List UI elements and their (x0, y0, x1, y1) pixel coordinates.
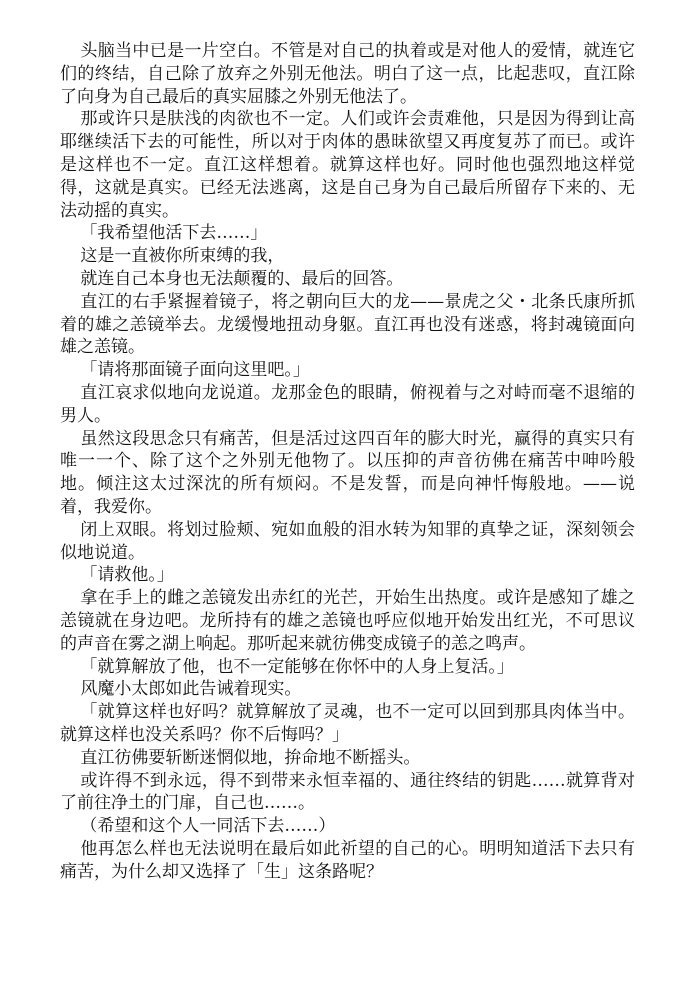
paragraph: 就连自己本身也无法颠覆的、最后的回答。 (80, 268, 404, 289)
paragraph: 直江彷佛要斩断迷惘似地，拚命地不断摇头。 (80, 747, 421, 768)
paragraph: 头脑当中已是一片空白。不管是对自己的执着或是对他人的爱情，就连它们的终结，自己除了放弃之外别无他法。明白了这一点，比起悲叹，直江除了向身为自己最后的真实屈膝之外别无他法了。 (60, 41, 635, 107)
paragraph: 这是一直被你所束缚的我， (80, 246, 285, 267)
document-page (60, 40, 635, 883)
paragraph: 或许得不到永远，得不到带来永恒幸福的、通往终结的钥匙……就算背对了前往净土的门扉，自己也……。 (60, 770, 635, 814)
dialogue-line: 「就算解放了他，也不一定能够在你怀中的人身上复活。」 (80, 656, 514, 677)
paragraph: 虽然这段思念只有痛苦，但是活过这四百年的膨大时光，赢得的真实只有唯一一个、除了这个之外别无他物了。以压抑的声音彷佛在痛苦中呻吟般地。倾注这太过深沈的所有烦闷。不是发誓，而是向神忏悔般地。——说着，我爱你。 (60, 428, 635, 517)
dialogue-line: 「请将那面镜子面向这里吧。」 (80, 360, 310, 381)
dialogue-line: 「就算这样也好吗？就算解放了灵魂，也不一定可以回到那具肉体当中。就算这样也没关系吗？你不后悔吗？」 (60, 702, 635, 745)
dialogue-line: 「请救他。」 (80, 565, 174, 586)
paragraph: 他再怎么样也无法说明在最后如此祈望的自己的心。明明知道活下去只有痛苦，为什么却又选择了「生」这条路呢？ (60, 838, 635, 882)
paragraph: 拿在手上的雌之恙镜发出赤红的光芒，开始生出热度。或许是感知了雄之恙镜就在身边吧。龙所持有的雄之恙镜也呼应似地开始发出红光，不可思议的声音在雾之湖上响起。那听起来就彷佛变成镜子的恙之鸣声。 (60, 588, 635, 654)
dialogue-line: 「我希望他活下去……」 (80, 223, 268, 244)
paragraph: 风魔小太郎如此告诫着现实。 (80, 679, 302, 700)
paragraph: 那或许只是肤浅的肉欲也不一定。人们或许会责难他，只是因为得到让高耶继续活下去的可能性，所以对于肉体的愚昧欲望又再度复苏了而已。或许是这样也不一定。直江这样想着。就算这样也好。同时他也强烈地这样觉得，这就是真实。已经无法逃离，这是自己身为自己最后所留存下来的、无法动摇的真实。 (60, 109, 635, 221)
paragraph: 直江哀求似地向龙说道。龙那金色的眼睛，俯视着与之对峙而毫不退缩的男人。 (60, 382, 635, 426)
paragraph: 直江的右手紧握着镜子，将之朝向巨大的龙——景虎之父・北条氏康所抓着的雄之恙镜举去。龙缓慢地扭动身躯。直江再也没有迷惑，将封魂镜面向雄之恙镜。 (60, 291, 635, 358)
inner-thought-line: （希望和这个人一同活下去……） (80, 816, 336, 837)
paragraph: 闭上双眼。将划过脸颊、宛如血般的泪水转为知罪的真挚之证，深刻领会似地说道。 (60, 519, 635, 563)
